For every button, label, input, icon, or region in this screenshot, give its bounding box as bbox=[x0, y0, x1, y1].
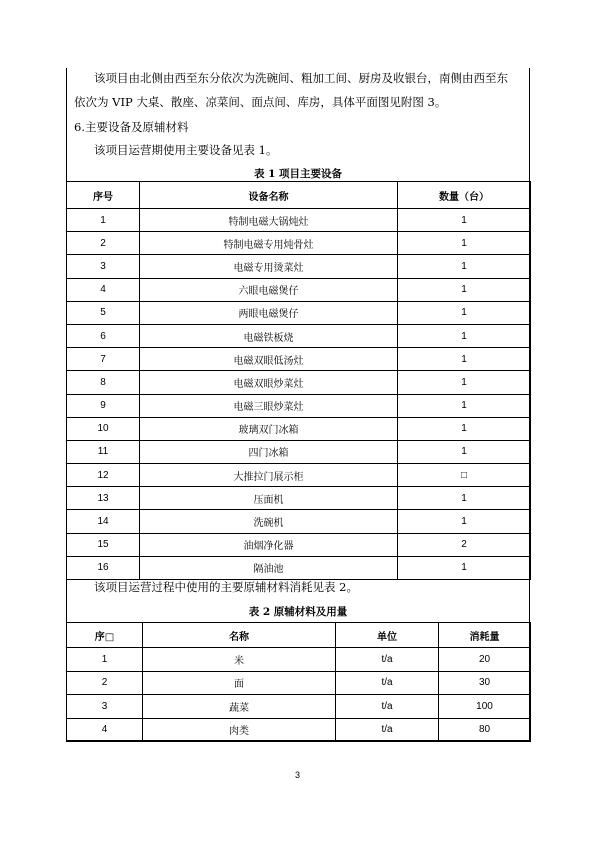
row-number: 1 bbox=[67, 648, 143, 672]
table-row bbox=[67, 371, 531, 394]
equipment-quantity: 1 bbox=[398, 371, 531, 394]
equipment-name: 电磁三眼炒菜灶 bbox=[140, 394, 398, 417]
material-name: 面 bbox=[143, 671, 336, 695]
equipment-name: 电磁铁板烧 bbox=[140, 324, 398, 347]
equipment-name: 油烟净化器 bbox=[140, 533, 398, 556]
equipment-name: 电磁双眼炒菜灶 bbox=[140, 371, 398, 394]
material-unit: t/a bbox=[336, 671, 439, 695]
table-row bbox=[67, 209, 531, 232]
equipment-quantity: 1 bbox=[398, 278, 531, 301]
section-6-heading: 6.主要设备及原辅材料 bbox=[74, 120, 189, 134]
table-row bbox=[67, 301, 531, 324]
row-number: 10 bbox=[67, 417, 140, 440]
table-row bbox=[67, 232, 531, 255]
material-consumption: 30 bbox=[439, 671, 531, 695]
material-unit: t/a bbox=[336, 695, 439, 719]
table-1-lead: 该项目运营期使用主要设备见表 1。 bbox=[94, 143, 278, 157]
row-number: 7 bbox=[67, 348, 140, 371]
column-header-quantity: 数量（台） bbox=[398, 182, 531, 209]
page-number: 3 bbox=[294, 770, 300, 780]
equipment-name: 压面机 bbox=[140, 487, 398, 510]
row-number: 3 bbox=[67, 695, 143, 719]
equipment-quantity: 1 bbox=[398, 510, 531, 533]
equipment-name: 电磁专用烫菜灶 bbox=[140, 255, 398, 278]
materials-table bbox=[66, 622, 531, 742]
table-row bbox=[67, 648, 531, 672]
row-number: 4 bbox=[67, 278, 140, 301]
material-unit: t/a bbox=[336, 648, 439, 672]
equipment-name: 隔油池 bbox=[140, 556, 398, 579]
equipment-name: 大推拉门展示柜 bbox=[140, 464, 398, 487]
row-number: 14 bbox=[67, 510, 140, 533]
table-row bbox=[67, 440, 531, 463]
equipment-name: 两眼电磁煲仔 bbox=[140, 301, 398, 324]
material-name: 蔬菜 bbox=[143, 695, 336, 719]
column-header-consumption: 消耗量 bbox=[439, 623, 531, 648]
equipment-quantity: 1 bbox=[398, 556, 531, 579]
row-number: 3 bbox=[67, 255, 140, 278]
equipment-quantity: 2 bbox=[398, 533, 531, 556]
column-header-no: 序号 bbox=[67, 182, 140, 209]
table-1-caption: 表 1 项目主要设备 bbox=[253, 168, 343, 180]
equipment-name: 特制电磁专用炖骨灶 bbox=[140, 232, 398, 255]
row-number: 11 bbox=[67, 440, 140, 463]
intro-line-2: 依次为 VIP 大桌、散座、凉菜间、面点间、库房，具体平面图见附图 3。 bbox=[74, 95, 447, 109]
material-consumption: 100 bbox=[439, 695, 531, 719]
row-number: 2 bbox=[67, 232, 140, 255]
material-consumption: 20 bbox=[439, 648, 531, 672]
equipment-quantity: □ bbox=[398, 464, 531, 487]
material-name: 米 bbox=[143, 648, 336, 672]
table-2-caption: 表 2 原辅材料及用量 bbox=[248, 606, 348, 618]
row-number: 4 bbox=[67, 718, 143, 742]
row-number: 13 bbox=[67, 487, 140, 510]
table-2-lead: 该项目运营过程中使用的主要原辅材料消耗见表 2。 bbox=[94, 580, 358, 594]
equipment-quantity: 1 bbox=[398, 487, 531, 510]
table-header-row bbox=[67, 623, 531, 648]
material-consumption: 80 bbox=[439, 718, 531, 742]
row-number: 9 bbox=[67, 394, 140, 417]
table-header-row bbox=[67, 182, 531, 209]
equipment-name: 玻璃双门冰箱 bbox=[140, 417, 398, 440]
material-name: 肉类 bbox=[143, 718, 336, 742]
equipment-name: 电磁双眼低汤灶 bbox=[140, 348, 398, 371]
row-number: 1 bbox=[67, 209, 140, 232]
table-row bbox=[67, 556, 531, 579]
table-row bbox=[67, 255, 531, 278]
equipment-quantity: 1 bbox=[398, 394, 531, 417]
equipment-quantity: 1 bbox=[398, 348, 531, 371]
column-header-equipment-name: 设备名称 bbox=[140, 182, 398, 209]
table-row bbox=[67, 510, 531, 533]
equipment-name: 六眼电磁煲仔 bbox=[140, 278, 398, 301]
equipment-quantity: 1 bbox=[398, 440, 531, 463]
row-number: 16 bbox=[67, 556, 140, 579]
table-row bbox=[67, 533, 531, 556]
column-header-material-name: 名称 bbox=[143, 623, 336, 648]
row-number: 5 bbox=[67, 301, 140, 324]
equipment-quantity: 1 bbox=[398, 209, 531, 232]
equipment-quantity: 1 bbox=[398, 324, 531, 347]
table-row bbox=[67, 718, 531, 742]
row-number: 6 bbox=[67, 324, 140, 347]
table-row bbox=[67, 324, 531, 347]
equipment-name: 四门冰箱 bbox=[140, 440, 398, 463]
equipment-quantity: 1 bbox=[398, 417, 531, 440]
table-row bbox=[67, 394, 531, 417]
table-row bbox=[67, 671, 531, 695]
table-row bbox=[67, 348, 531, 371]
table-row bbox=[67, 278, 531, 301]
equipment-name: 特制电磁大锅炖灶 bbox=[140, 209, 398, 232]
table-row bbox=[67, 464, 531, 487]
table-row bbox=[67, 487, 531, 510]
equipment-quantity: 1 bbox=[398, 232, 531, 255]
column-header-no: 序□ bbox=[67, 623, 143, 648]
row-number: 12 bbox=[67, 464, 140, 487]
table-row bbox=[67, 695, 531, 719]
column-header-unit: 单位 bbox=[336, 623, 439, 648]
table-row bbox=[67, 417, 531, 440]
material-unit: t/a bbox=[336, 718, 439, 742]
equipment-quantity: 1 bbox=[398, 301, 531, 324]
row-number: 8 bbox=[67, 371, 140, 394]
row-number: 15 bbox=[67, 533, 140, 556]
intro-line-1: 该项目由北侧由西至东分依次为洗碗间、粗加工间、厨房及收银台，南侧由西至东 bbox=[94, 71, 508, 85]
row-number: 2 bbox=[67, 671, 143, 695]
equipment-name: 洗碗机 bbox=[140, 510, 398, 533]
equipment-table bbox=[66, 181, 531, 580]
equipment-quantity: 1 bbox=[398, 255, 531, 278]
